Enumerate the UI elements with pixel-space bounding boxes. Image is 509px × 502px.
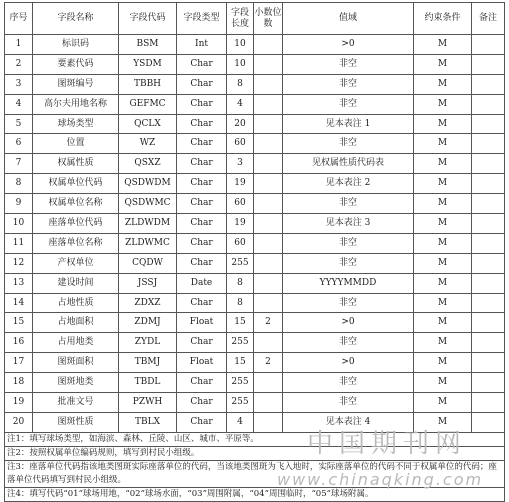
table-cell: 18 [5, 373, 33, 393]
table-cell [472, 412, 505, 432]
table-cell: M [414, 333, 472, 353]
table-cell: 4 [227, 412, 254, 432]
table-cell: BSM [119, 35, 177, 55]
table-cell: 4 [5, 94, 33, 114]
table-cell: Char [177, 134, 227, 154]
table-cell: Char [177, 214, 227, 234]
table-cell: 见本表注 4 [283, 412, 414, 432]
table-cell: M [414, 233, 472, 253]
table-cell: >0 [283, 35, 414, 55]
table-cell [472, 154, 505, 174]
table-cell: TBLX [119, 412, 177, 432]
table-cell: 6 [5, 134, 33, 154]
table-cell [254, 114, 283, 134]
table-cell: M [414, 273, 472, 293]
table-cell: QCLX [119, 114, 177, 134]
table-cell: 2 [254, 313, 283, 333]
table-cell [254, 373, 283, 393]
table-cell: JSSJ [119, 273, 177, 293]
table-cell: 255 [227, 333, 254, 353]
table-cell [254, 174, 283, 194]
table-cell [472, 353, 505, 373]
table-cell [254, 94, 283, 114]
table-cell: 60 [227, 194, 254, 214]
table-cell: 2 [5, 54, 33, 74]
table-row [5, 194, 505, 214]
table-cell [472, 373, 505, 393]
table-cell: M [414, 293, 472, 313]
table-cell [254, 54, 283, 74]
table-cell: YSDM [119, 54, 177, 74]
column-header: 字段代码 [119, 3, 177, 35]
column-header: 字段长度 [227, 3, 254, 35]
table-cell: ZDMJ [119, 313, 177, 333]
table-cell [472, 74, 505, 94]
table-cell: 60 [227, 134, 254, 154]
table-cell [472, 333, 505, 353]
table-cell: Char [177, 412, 227, 432]
table-cell: 15 [227, 353, 254, 373]
table-cell [254, 134, 283, 154]
table-cell: Char [177, 74, 227, 94]
table-cell [472, 35, 505, 55]
table-cell: 15 [5, 313, 33, 333]
table-cell [472, 233, 505, 253]
note-text: 注3：座落单位代码指该地类图斑实际座落单位的代码，当该地类图斑为飞入地时，实际座落单位的代码不同于权属单位的代码；座落单位代码填写到村民小组级。 [5, 460, 505, 487]
table-row [5, 94, 505, 114]
note-text: 注4：填写代码“01”球场用地，“02”球场水面，“03”周围附属，“04”周围临时，“05”球场附属。 [5, 487, 505, 501]
table-cell: 8 [227, 293, 254, 313]
table-cell: ZLDWDM [119, 214, 177, 234]
table-cell: 建设时间 [33, 273, 119, 293]
column-header: 字段类型 [177, 3, 227, 35]
table-cell: 见本表注 1 [283, 114, 414, 134]
table-cell: 位置 [33, 134, 119, 154]
table-cell: Char [177, 174, 227, 194]
table-cell: 产权单位 [33, 253, 119, 273]
table-cell: 9 [5, 194, 33, 214]
table-cell: ZLDWMC [119, 233, 177, 253]
table-cell: M [414, 134, 472, 154]
table-cell: TBMJ [119, 353, 177, 373]
table-cell: 见本表注 2 [283, 174, 414, 194]
table-cell: 14 [5, 293, 33, 313]
note-row [5, 487, 505, 501]
table-row [5, 393, 505, 413]
table-cell: M [414, 94, 472, 114]
table-cell: Date [177, 273, 227, 293]
table-cell: WZ [119, 134, 177, 154]
table-cell: 3 [5, 74, 33, 94]
table-cell: M [414, 35, 472, 55]
table-cell: 8 [227, 273, 254, 293]
table-cell: QSDWMC [119, 194, 177, 214]
column-header: 备注 [472, 3, 505, 35]
note-text: 注1：填写球场类型，如海滨、森林、丘陵、山区、城市、平原等。 [5, 432, 505, 446]
table-cell: 13 [5, 273, 33, 293]
table-cell: 非空 [283, 194, 414, 214]
table-row [5, 35, 505, 55]
column-header: 序号 [5, 3, 33, 35]
table-row [5, 154, 505, 174]
table-cell: >0 [283, 353, 414, 373]
table-cell: 非空 [283, 253, 414, 273]
table-cell: PZWH [119, 393, 177, 413]
table-cell [472, 114, 505, 134]
table-cell [472, 253, 505, 273]
table-cell: Float [177, 313, 227, 333]
table-row [5, 134, 505, 154]
table-cell: M [414, 54, 472, 74]
table-cell [254, 393, 283, 413]
table-cell: M [414, 253, 472, 273]
table-cell: 占地面积 [33, 313, 119, 333]
table-row [5, 214, 505, 234]
table-cell: Char [177, 393, 227, 413]
table-cell: Char [177, 154, 227, 174]
table-cell: ZDXZ [119, 293, 177, 313]
table-cell: 1 [5, 35, 33, 55]
table-cell [472, 134, 505, 154]
table-cell [472, 174, 505, 194]
table-cell [254, 194, 283, 214]
table-cell: 16 [5, 333, 33, 353]
table-cell: 非空 [283, 333, 414, 353]
table-cell: >0 [283, 313, 414, 333]
table-cell: YYYYMMDD [283, 273, 414, 293]
table-cell [472, 293, 505, 313]
table-cell: 权属单位名称 [33, 194, 119, 214]
column-header: 约束条件 [414, 3, 472, 35]
table-cell: 4 [227, 94, 254, 114]
table-cell: 19 [227, 174, 254, 194]
table-cell: 60 [227, 233, 254, 253]
table-cell: M [414, 353, 472, 373]
table-cell [254, 35, 283, 55]
table-cell [472, 313, 505, 333]
table-cell: CQDW [119, 253, 177, 273]
table-cell: 12 [5, 253, 33, 273]
table-cell: Char [177, 114, 227, 134]
table-cell: 标识码 [33, 35, 119, 55]
table-cell: 非空 [283, 74, 414, 94]
table-header-row [5, 3, 505, 35]
table-cell: 255 [227, 393, 254, 413]
table-cell: 见本表注 3 [283, 214, 414, 234]
table-row [5, 273, 505, 293]
table-cell [254, 333, 283, 353]
table-cell: 球场类型 [33, 114, 119, 134]
column-header: 字段名称 [33, 3, 119, 35]
table-row [5, 333, 505, 353]
table-row [5, 313, 505, 333]
table-row [5, 233, 505, 253]
table-cell [254, 253, 283, 273]
table-cell: 20 [5, 412, 33, 432]
table-cell: Char [177, 293, 227, 313]
table-cell [254, 233, 283, 253]
table-cell: Char [177, 253, 227, 273]
table-cell [472, 94, 505, 114]
table-row [5, 114, 505, 134]
table-cell: M [414, 373, 472, 393]
watermark-url: www.chinaqking.com [277, 470, 484, 489]
table-cell [254, 273, 283, 293]
table-cell: M [414, 412, 472, 432]
table-cell: Char [177, 54, 227, 74]
table-cell [472, 393, 505, 413]
table-cell: 非空 [283, 94, 414, 114]
note-text: 注2：按照权属单位编码规则，填写到村民小组级。 [5, 446, 505, 460]
table-cell: 5 [5, 114, 33, 134]
table-cell: 17 [5, 353, 33, 373]
column-header: 小数位数 [254, 3, 283, 35]
table-cell: 高尔夫用地名称 [33, 94, 119, 114]
table-cell: 8 [227, 74, 254, 94]
table-row [5, 74, 505, 94]
table-cell: M [414, 313, 472, 333]
table-cell: TBBH [119, 74, 177, 94]
table-cell: 19 [227, 214, 254, 234]
table-cell [254, 412, 283, 432]
table-cell [472, 194, 505, 214]
table-cell: 占地性质 [33, 293, 119, 313]
column-header: 值域 [283, 3, 414, 35]
table-cell: 权属性质 [33, 154, 119, 174]
table-cell: 10 [5, 214, 33, 234]
table-cell: M [414, 174, 472, 194]
table-cell: 图斑编号 [33, 74, 119, 94]
table-cell: 见权属性质代码表 [283, 154, 414, 174]
table-cell [254, 293, 283, 313]
table-cell: M [414, 214, 472, 234]
table-cell: 255 [227, 373, 254, 393]
table-row [5, 54, 505, 74]
table-cell: 占用地类 [33, 333, 119, 353]
table-cell: QSXZ [119, 154, 177, 174]
table-cell: 图斑面积 [33, 353, 119, 373]
table-cell: Char [177, 194, 227, 214]
table-cell: 7 [5, 154, 33, 174]
table-cell: 10 [227, 54, 254, 74]
table-cell: 3 [227, 154, 254, 174]
table-cell: 8 [5, 174, 33, 194]
table-cell: Float [177, 353, 227, 373]
table-cell: GEFMC [119, 94, 177, 114]
table-row [5, 353, 505, 373]
table-cell: QSDWDM [119, 174, 177, 194]
table-cell: Char [177, 373, 227, 393]
table-cell [472, 214, 505, 234]
table-cell: 权属单位代码 [33, 174, 119, 194]
table-cell: 非空 [283, 393, 414, 413]
table-cell: 图斑性质 [33, 412, 119, 432]
table-cell: 255 [227, 253, 254, 273]
table-row [5, 373, 505, 393]
table-cell [254, 154, 283, 174]
watermark-logo: 中国期刊网 [307, 429, 468, 459]
table-cell: 非空 [283, 293, 414, 313]
table-cell [254, 214, 283, 234]
table-cell: 2 [254, 353, 283, 373]
table-cell: 10 [227, 35, 254, 55]
table-cell: 非空 [283, 54, 414, 74]
table-cell: 19 [5, 393, 33, 413]
table-cell: M [414, 154, 472, 174]
table-cell: 非空 [283, 233, 414, 253]
table-cell: M [414, 114, 472, 134]
table-cell: M [414, 194, 472, 214]
table-cell: Char [177, 94, 227, 114]
table-row [5, 253, 505, 273]
table-cell: 11 [5, 233, 33, 253]
table-row [5, 174, 505, 194]
table-row [5, 293, 505, 313]
table-cell: Char [177, 333, 227, 353]
table-cell: M [414, 393, 472, 413]
table-cell: 座落单位代码 [33, 214, 119, 234]
table-cell: 非空 [283, 373, 414, 393]
table-cell: TBDL [119, 373, 177, 393]
table-cell [254, 74, 283, 94]
table-cell: 非空 [283, 134, 414, 154]
table-cell: 图斑地类 [33, 373, 119, 393]
table-cell: Int [177, 35, 227, 55]
table-cell: Char [177, 233, 227, 253]
table-cell: 要素代码 [33, 54, 119, 74]
table-cell: M [414, 74, 472, 94]
table-cell: 15 [227, 313, 254, 333]
table-cell: ZYDL [119, 333, 177, 353]
table-cell: 批准文号 [33, 393, 119, 413]
table-cell: 座落单位名称 [33, 233, 119, 253]
table-cell [472, 54, 505, 74]
table-cell: 20 [227, 114, 254, 134]
table-cell [472, 273, 505, 293]
